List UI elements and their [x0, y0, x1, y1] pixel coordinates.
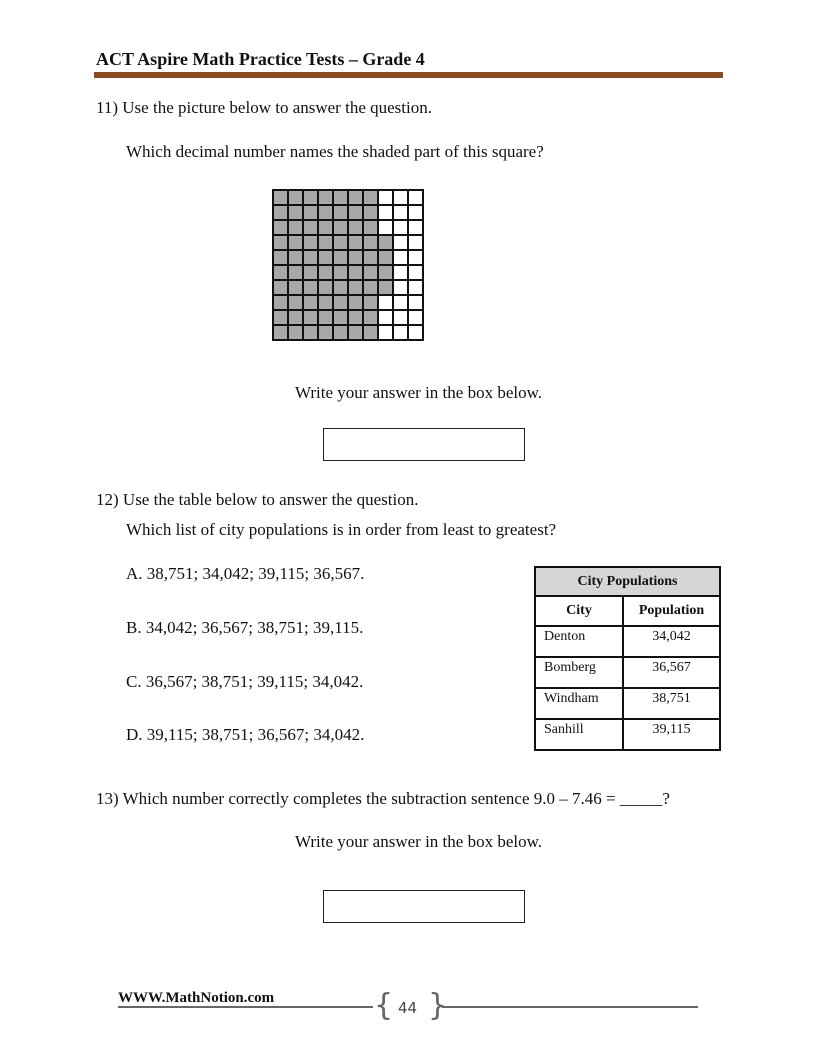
- grid-cell: [408, 235, 423, 250]
- left-bracket-icon: {: [374, 988, 394, 1023]
- city-population: 38,751: [623, 688, 720, 719]
- grid-cell-shaded: [348, 265, 363, 280]
- hundred-square-grid: [272, 189, 424, 341]
- grid-cell-shaded: [273, 295, 288, 310]
- grid-cell-shaded: [348, 190, 363, 205]
- grid-cell-shaded: [348, 295, 363, 310]
- page-number: 44: [398, 999, 418, 1017]
- grid-cell-shaded: [318, 220, 333, 235]
- grid-cell-shaded: [273, 280, 288, 295]
- grid-cell-shaded: [273, 190, 288, 205]
- grid-cell: [378, 325, 393, 340]
- grid-cell-shaded: [273, 235, 288, 250]
- q12-question: Which list of city populations is in order from least to greatest?: [126, 520, 557, 539]
- grid-cell: [393, 205, 408, 220]
- grid-cell-shaded: [318, 250, 333, 265]
- grid-cell-shaded: [318, 325, 333, 340]
- grid-cell-shaded: [333, 325, 348, 340]
- grid-cell-shaded: [303, 325, 318, 340]
- grid-cell-shaded: [303, 265, 318, 280]
- grid-cell-shaded: [288, 250, 303, 265]
- footer-website: WWW.MathNotion.com: [118, 990, 275, 1006]
- grid-cell-shaded: [318, 190, 333, 205]
- q11-answer-box[interactable]: [323, 428, 525, 461]
- grid-cell: [378, 190, 393, 205]
- grid-cell-shaded: [318, 235, 333, 250]
- grid-cell-shaded: [333, 220, 348, 235]
- grid-cell-shaded: [363, 280, 378, 295]
- city-name: Sanhill: [535, 719, 623, 750]
- grid-cell: [393, 220, 408, 235]
- table-row: [535, 657, 720, 688]
- table-header-population: Population: [623, 596, 720, 626]
- q13-prompt: 13) Which number correctly completes the subtraction sentence 9.0 – 7.46 = _____?: [96, 789, 670, 808]
- grid-cell: [378, 220, 393, 235]
- footer-rule-left: [118, 1006, 373, 1008]
- grid-cell-shaded: [363, 190, 378, 205]
- grid-cell: [393, 295, 408, 310]
- grid-cell-shaded: [303, 250, 318, 265]
- grid-cell-shaded: [288, 205, 303, 220]
- grid-cell-shaded: [363, 325, 378, 340]
- city-population: 39,115: [623, 719, 720, 750]
- grid-cell-shaded: [273, 220, 288, 235]
- grid-cell: [393, 265, 408, 280]
- grid-cell-shaded: [288, 295, 303, 310]
- grid-cell-shaded: [333, 265, 348, 280]
- grid-cell-shaded: [348, 280, 363, 295]
- grid-cell-shaded: [363, 295, 378, 310]
- grid-cell-shaded: [333, 280, 348, 295]
- table-header-city: City: [535, 596, 623, 626]
- q12-prompt: 12) Use the table below to answer the question.: [96, 490, 419, 509]
- grid-cell-shaded: [378, 280, 393, 295]
- grid-cell-shaded: [288, 325, 303, 340]
- grid-cell-shaded: [378, 250, 393, 265]
- grid-cell-shaded: [318, 310, 333, 325]
- grid-cell-shaded: [363, 220, 378, 235]
- header-divider: [94, 72, 723, 78]
- grid-cell-shaded: [348, 250, 363, 265]
- grid-cell: [378, 295, 393, 310]
- grid-cell-shaded: [378, 235, 393, 250]
- grid-cell-shaded: [318, 295, 333, 310]
- q11-question: Which decimal number names the shaded part of this square?: [126, 142, 544, 161]
- city-population: 36,567: [623, 657, 720, 688]
- q13-answer-box[interactable]: [323, 890, 525, 923]
- grid-cell-shaded: [273, 325, 288, 340]
- grid-cell: [408, 250, 423, 265]
- grid-cell-shaded: [333, 235, 348, 250]
- grid-cell-shaded: [363, 250, 378, 265]
- grid-cell-shaded: [288, 220, 303, 235]
- grid-cell-shaded: [378, 265, 393, 280]
- grid-cell: [393, 190, 408, 205]
- grid-cell: [378, 310, 393, 325]
- grid-cell: [408, 295, 423, 310]
- grid-cell-shaded: [273, 310, 288, 325]
- grid-cell-shaded: [363, 235, 378, 250]
- grid-cell-shaded: [288, 310, 303, 325]
- q12-option-b[interactable]: B. 34,042; 36,567; 38,751; 39,115.: [126, 618, 364, 637]
- grid-cell-shaded: [333, 310, 348, 325]
- grid-cell-shaded: [303, 220, 318, 235]
- grid-cell-shaded: [273, 250, 288, 265]
- grid-cell: [393, 310, 408, 325]
- grid-cell-shaded: [288, 235, 303, 250]
- right-bracket-icon: }: [428, 988, 448, 1023]
- grid-cell-shaded: [348, 325, 363, 340]
- grid-cell-shaded: [273, 205, 288, 220]
- q12-option-a[interactable]: A. 38,751; 34,042; 39,115; 36,567.: [126, 564, 365, 583]
- grid-cell-shaded: [333, 295, 348, 310]
- table-row: [535, 688, 720, 719]
- grid-cell: [393, 250, 408, 265]
- city-name: Denton: [535, 626, 623, 657]
- grid-cell-shaded: [303, 235, 318, 250]
- grid-cell-shaded: [318, 205, 333, 220]
- grid-cell: [408, 205, 423, 220]
- grid-cell: [408, 220, 423, 235]
- table-caption: City Populations: [535, 567, 720, 596]
- q11-prompt: 11) Use the picture below to answer the question.: [96, 98, 432, 117]
- q12-option-d[interactable]: D. 39,115; 38,751; 36,567; 34,042.: [126, 725, 365, 744]
- grid-cell-shaded: [348, 220, 363, 235]
- grid-cell-shaded: [363, 310, 378, 325]
- grid-cell: [378, 205, 393, 220]
- q11-instruction: Write your answer in the box below.: [295, 383, 543, 402]
- grid-cell: [408, 190, 423, 205]
- grid-cell-shaded: [348, 310, 363, 325]
- q12-option-c[interactable]: C. 36,567; 38,751; 39,115; 34,042.: [126, 672, 364, 691]
- grid-cell: [393, 235, 408, 250]
- grid-cell-shaded: [303, 205, 318, 220]
- grid-cell: [408, 265, 423, 280]
- grid-cell-shaded: [318, 280, 333, 295]
- city-population: 34,042: [623, 626, 720, 657]
- grid-cell-shaded: [273, 265, 288, 280]
- city-name: Windham: [535, 688, 623, 719]
- grid-cell-shaded: [333, 205, 348, 220]
- q13-instruction: Write your answer in the box below.: [295, 832, 543, 851]
- table-row: [535, 719, 720, 750]
- footer-rule-right: [442, 1006, 698, 1008]
- city-name: Bomberg: [535, 657, 623, 688]
- grid-cell: [408, 325, 423, 340]
- grid-cell-shaded: [303, 310, 318, 325]
- grid-cell: [408, 280, 423, 295]
- grid-cell-shaded: [363, 205, 378, 220]
- grid-cell-shaded: [303, 190, 318, 205]
- grid-cell-shaded: [348, 205, 363, 220]
- city-populations-table: [534, 566, 721, 751]
- table-row: [535, 626, 720, 657]
- grid-cell-shaded: [333, 190, 348, 205]
- grid-cell: [408, 310, 423, 325]
- grid-cell-shaded: [303, 295, 318, 310]
- grid-cell: [393, 325, 408, 340]
- grid-cell: [393, 280, 408, 295]
- grid-cell-shaded: [303, 280, 318, 295]
- grid-cell-shaded: [333, 250, 348, 265]
- grid-cell-shaded: [288, 280, 303, 295]
- grid-cell-shaded: [318, 265, 333, 280]
- grid-cell-shaded: [363, 265, 378, 280]
- grid-cell-shaded: [348, 235, 363, 250]
- page-header-title: ACT Aspire Math Practice Tests – Grade 4: [96, 49, 425, 69]
- grid-cell-shaded: [288, 265, 303, 280]
- grid-cell-shaded: [288, 190, 303, 205]
